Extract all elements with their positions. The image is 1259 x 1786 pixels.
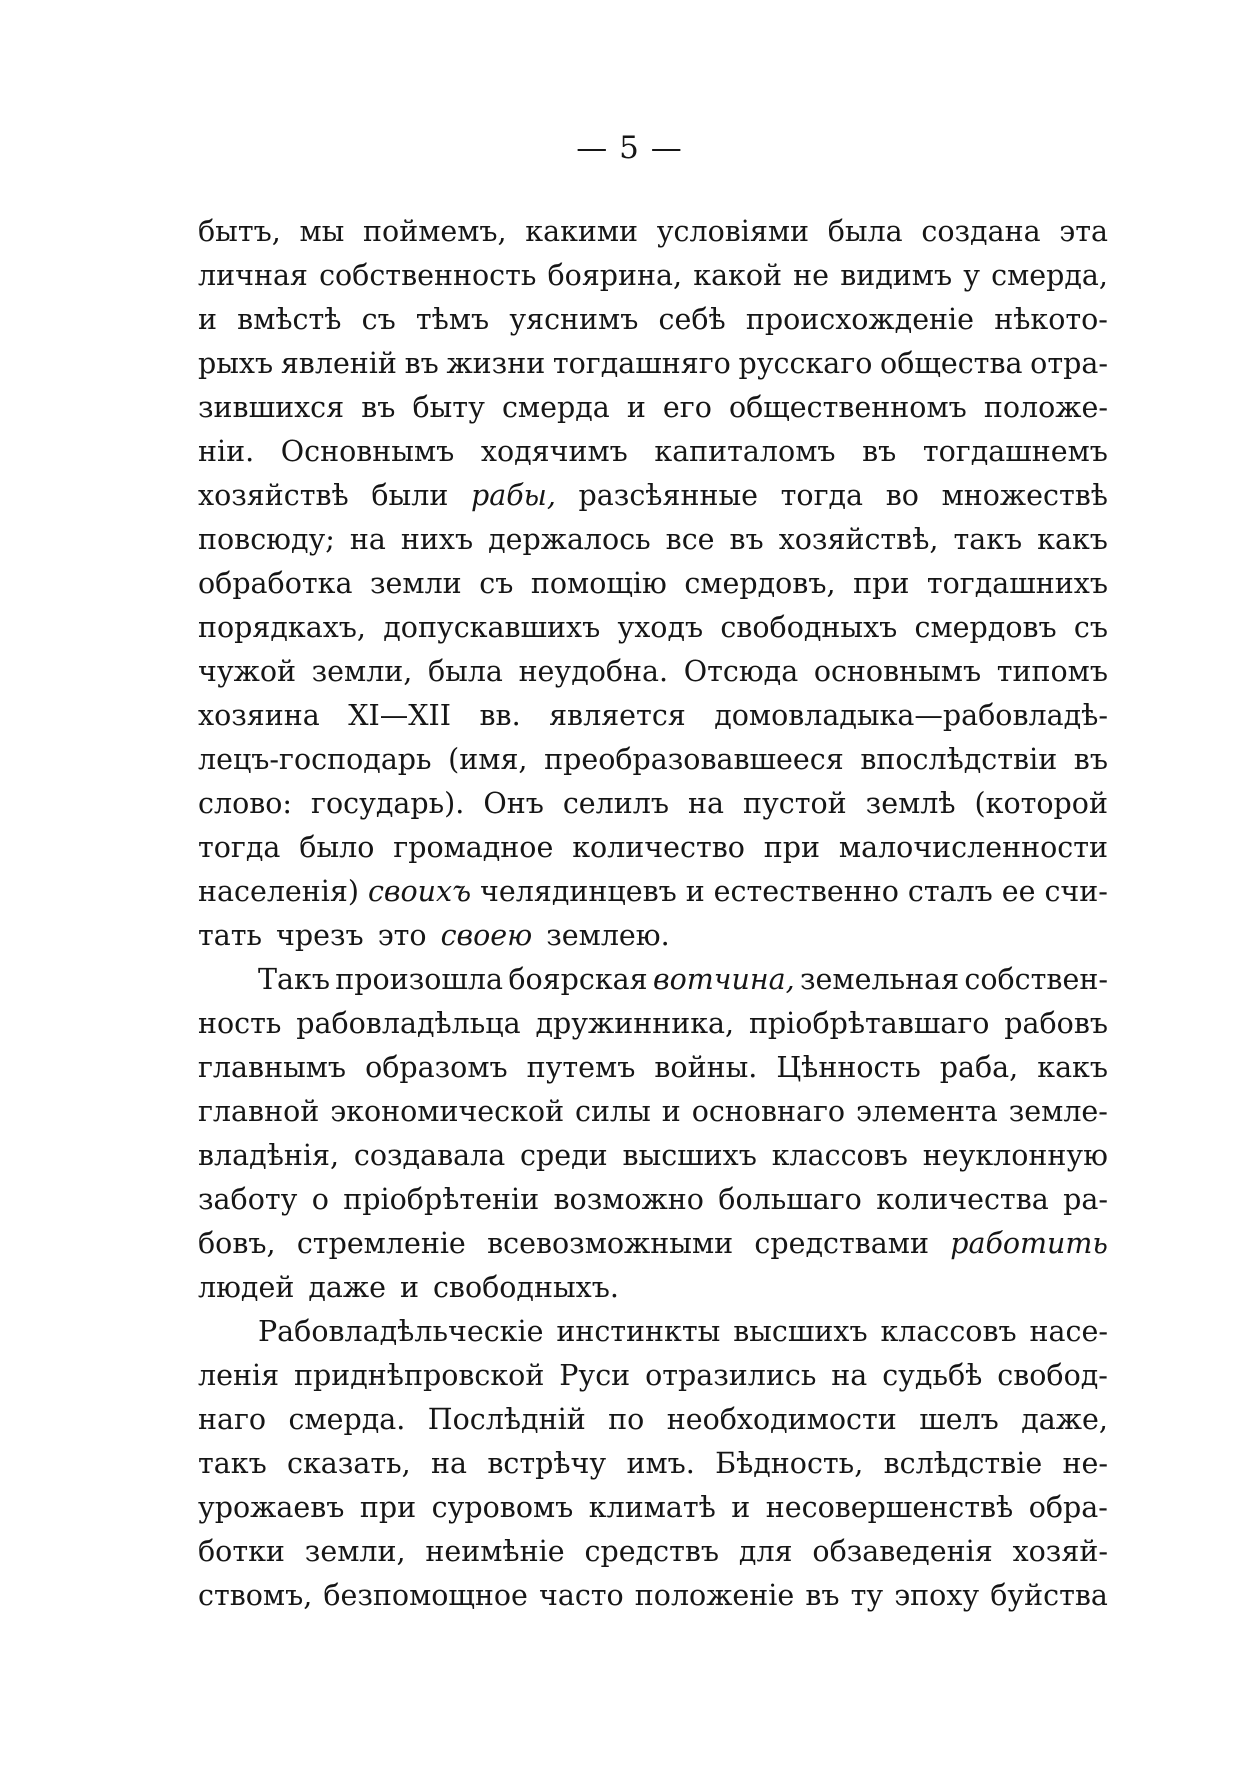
word: пріобрѣтеніи (343, 1183, 540, 1216)
word: XI—XII (348, 699, 452, 732)
word: рыхъ (198, 347, 274, 380)
word: хозяйствѣ, (778, 523, 939, 556)
word: Такъ (258, 963, 330, 996)
word: какъ (1037, 523, 1108, 556)
word: эта (1059, 215, 1108, 248)
word: судьбѣ (882, 1359, 983, 1392)
word: съ (361, 303, 396, 336)
word: (которой (974, 787, 1108, 820)
text-line (198, 430, 1108, 474)
word: громадное (393, 831, 554, 864)
word: людей (198, 1271, 295, 1304)
word: капиталомъ (654, 435, 836, 468)
word: множествѣ (941, 479, 1108, 512)
word: эпоху (894, 1579, 980, 1612)
word: жизни (446, 347, 546, 380)
word: свободныхъ. (432, 1271, 619, 1304)
italic-word: своею (440, 919, 533, 952)
word: создавала (353, 1139, 506, 1172)
word: чрезъ (276, 919, 364, 952)
word: была (827, 215, 903, 248)
text-line (198, 1574, 1108, 1618)
word: условіями (656, 215, 810, 248)
word: насе- (1029, 1315, 1108, 1348)
word: владѣнія, (198, 1139, 340, 1172)
word: уяснимъ (509, 303, 639, 336)
word: даже, (1021, 1403, 1108, 1436)
word: Бѣдность, (715, 1447, 864, 1480)
word: рабовладѣльца (296, 1007, 521, 1040)
word: произошла (335, 963, 503, 996)
word: даже (308, 1271, 386, 1304)
italic-word: вотчина, (652, 963, 795, 996)
word: Цѣнность (776, 1051, 921, 1084)
word: ленія (198, 1359, 280, 1392)
word: образомъ (365, 1051, 508, 1084)
word: тогдашнихъ (926, 567, 1108, 600)
word: были (371, 479, 449, 512)
text-line (198, 1530, 1108, 1574)
word: ее (1001, 875, 1036, 908)
text-line (198, 1354, 1108, 1398)
word: ствомъ, (198, 1579, 313, 1612)
word: на (831, 1359, 868, 1392)
word: преобразовавшееся (544, 743, 844, 776)
word: ніи. (198, 435, 255, 468)
word: съ (479, 567, 514, 600)
word: естественно (713, 875, 899, 908)
word: рабовъ (1004, 1007, 1108, 1040)
word: населенія) (198, 875, 359, 908)
word: суровомъ (431, 1491, 574, 1524)
word: тогда (198, 831, 281, 864)
word: обра- (1028, 1491, 1108, 1524)
word: тогдашняго (552, 347, 731, 380)
word: шелъ (919, 1403, 999, 1436)
page-number: — 5 — (576, 130, 683, 166)
word: повсюду; (198, 523, 335, 556)
word: государь). (311, 787, 465, 820)
word: экономической (330, 1095, 565, 1128)
word: общества (880, 347, 1023, 380)
word: его (662, 391, 712, 424)
text-line (198, 518, 1108, 562)
word: типомъ (996, 655, 1108, 688)
text-line (198, 1046, 1108, 1090)
word: съ (1073, 611, 1108, 644)
text-line (198, 1178, 1108, 1222)
word: сказать, (287, 1447, 411, 1480)
word: какими (525, 215, 639, 248)
word: явленій (280, 347, 397, 380)
word: неуклонную (922, 1139, 1108, 1172)
word: въ (1073, 743, 1108, 776)
text-line (198, 958, 1108, 1002)
word: земли, (304, 1535, 406, 1568)
word: нѣкото- (994, 303, 1108, 336)
word: классовъ (771, 1139, 908, 1172)
word: какъ (1037, 1051, 1108, 1084)
word: селилъ (562, 787, 670, 820)
word: средствъ (584, 1535, 720, 1568)
word: лецъ-господарь (198, 743, 432, 776)
word: и (685, 875, 705, 908)
word: и (661, 1095, 681, 1128)
word: себѣ (658, 303, 726, 336)
word: главной (198, 1095, 320, 1128)
word: все (665, 523, 715, 556)
word: въ (729, 523, 764, 556)
word: бытъ, (198, 215, 281, 248)
word: какой (693, 259, 783, 292)
word: среди (520, 1139, 608, 1172)
word: вв. (479, 699, 521, 732)
word: встрѣчу (487, 1447, 607, 1480)
text-line (198, 1266, 1108, 1310)
text-line (198, 914, 1108, 958)
word: Рабовладѣльческіе (258, 1315, 544, 1348)
word: необходимости (666, 1403, 897, 1436)
word: классовъ (880, 1315, 1017, 1348)
word: смерда, (991, 259, 1108, 292)
word: буйства (990, 1579, 1108, 1612)
word: при (763, 831, 821, 864)
word: заботу (198, 1183, 298, 1216)
word: стремленіе (296, 1227, 466, 1260)
text-line (198, 782, 1108, 826)
word: приднѣпровской (293, 1359, 545, 1392)
word: и (731, 1491, 751, 1524)
text-line (198, 562, 1108, 606)
word: дружинника, (535, 1007, 735, 1040)
word: смерда (501, 391, 610, 424)
text-line (198, 474, 1108, 518)
word: большаго (718, 1183, 862, 1216)
word: при (359, 1491, 417, 1524)
word: хозяйствѣ (198, 479, 349, 512)
text-line (198, 1442, 1108, 1486)
word: въ (862, 435, 897, 468)
word: Отсюда (683, 655, 799, 688)
text-line (198, 826, 1108, 870)
word: бовъ, (198, 1227, 276, 1260)
word: ходячимъ (480, 435, 628, 468)
word: земельная (800, 963, 960, 996)
text-line (198, 1486, 1108, 1530)
text-line (198, 650, 1108, 694)
word: держалось (488, 523, 651, 556)
word: хозяй- (1012, 1535, 1108, 1568)
word: свобод- (997, 1359, 1108, 1392)
word: хозяина (198, 699, 320, 732)
word: собственность (319, 259, 537, 292)
word: въ (805, 1579, 840, 1612)
word: инстинкты (556, 1315, 721, 1348)
word: тогда (780, 479, 864, 512)
word: въ (361, 391, 396, 424)
word: пріобрѣтавшаго (748, 1007, 990, 1040)
word: средствами (754, 1227, 929, 1260)
word: тогдашнемъ (922, 435, 1108, 468)
word: нихъ (400, 523, 474, 556)
word: домовладыка—рабовладѣ- (714, 699, 1108, 732)
word: количества (876, 1183, 1049, 1216)
italic-word: работить (950, 1227, 1108, 1260)
word: имъ. (626, 1447, 695, 1480)
word: высшихъ (622, 1139, 757, 1172)
text-line (198, 1310, 1108, 1354)
word: отразились (645, 1359, 817, 1392)
word: для (738, 1535, 793, 1568)
word: землею. (546, 919, 670, 952)
word: такъ (198, 1447, 267, 1480)
word: въ (404, 347, 439, 380)
word: путемъ (526, 1051, 636, 1084)
word: видимъ (840, 259, 953, 292)
text-line (198, 870, 1108, 914)
word: во (885, 479, 919, 512)
word: элемента (856, 1095, 998, 1128)
word: у (963, 259, 980, 292)
word: земли (370, 567, 462, 600)
text-line (198, 386, 1108, 430)
text-line (198, 694, 1108, 738)
word: не- (1062, 1447, 1108, 1480)
word: неимѣніе (425, 1535, 565, 1568)
word: силы (575, 1095, 651, 1128)
text-line (198, 298, 1108, 342)
word: отра- (1030, 347, 1108, 380)
word: войны. (654, 1051, 758, 1084)
word: наго (198, 1403, 267, 1436)
word: зившихся (198, 391, 345, 424)
word: всевозможными (487, 1227, 734, 1260)
word: по (608, 1403, 645, 1436)
word: и (198, 303, 217, 336)
word: обработка (198, 567, 353, 600)
word: основнаго (691, 1095, 846, 1128)
body-text (198, 210, 1108, 1618)
word: обзаведенія (812, 1535, 993, 1568)
word: на (349, 523, 386, 556)
word: не (793, 259, 830, 292)
word: поймемъ, (363, 215, 507, 248)
word: является (549, 699, 686, 732)
word: вслѣдствіе (883, 1447, 1043, 1480)
word: (имя, (448, 743, 528, 776)
word: Послѣдній (427, 1403, 586, 1436)
word: смердовъ (914, 611, 1057, 644)
word: ту (850, 1579, 884, 1612)
word: это (377, 919, 427, 952)
word: основнымъ (813, 655, 982, 688)
word: пустой (743, 787, 847, 820)
word: при (853, 567, 910, 600)
word: быту (412, 391, 485, 424)
word: помощію (530, 567, 667, 600)
text-line (198, 1002, 1108, 1046)
text-line (198, 342, 1108, 386)
text-line (198, 210, 1108, 254)
text-line (198, 738, 1108, 782)
word: тѣмъ (415, 303, 490, 336)
word: личная (198, 259, 308, 292)
text-line (198, 606, 1108, 650)
word: была (427, 655, 503, 688)
word: Основнымъ (280, 435, 455, 468)
word: создана (921, 215, 1041, 248)
word: земле- (1008, 1095, 1108, 1128)
text-line (198, 1398, 1108, 1442)
word: безпомощное (323, 1579, 528, 1612)
word: вмѣстѣ (237, 303, 342, 336)
word: сталъ (907, 875, 993, 908)
word: было (299, 831, 375, 864)
word: боярина, (547, 259, 683, 292)
word: смердовъ, (684, 567, 836, 600)
word: и (399, 1271, 419, 1304)
word: уходъ (617, 611, 704, 644)
word: такъ (953, 523, 1023, 556)
word: челядинцевъ (480, 875, 677, 908)
word: климатѣ (588, 1491, 716, 1524)
text-line (198, 254, 1108, 298)
word: свободныхъ (720, 611, 898, 644)
word: мы (299, 215, 345, 248)
word: положе- (983, 391, 1108, 424)
word: положеніе (634, 1579, 795, 1612)
word: неудобна. (518, 655, 669, 688)
italic-word: рабы, (470, 479, 556, 512)
word: порядкахъ, (198, 611, 366, 644)
word: урожаевъ (198, 1491, 345, 1524)
word: Руси (559, 1359, 631, 1392)
word: общественномъ (728, 391, 967, 424)
text-line (198, 1134, 1108, 1178)
word: часто (539, 1579, 624, 1612)
word: тать (198, 919, 263, 952)
italic-word: своихъ (367, 875, 472, 908)
word: ботки (198, 1535, 285, 1568)
word: собствен- (964, 963, 1108, 996)
word: ра- (1063, 1183, 1108, 1216)
word: малочисленности (838, 831, 1108, 864)
word: происхожденіе (745, 303, 975, 336)
word: и (626, 391, 646, 424)
word: русскаго (738, 347, 873, 380)
text-line (198, 1222, 1108, 1266)
word: раба, (939, 1051, 1019, 1084)
text-line (198, 1090, 1108, 1134)
word: разсѣянные (578, 479, 758, 512)
word: главнымъ (198, 1051, 347, 1084)
word: землѣ (865, 787, 956, 820)
word: боярская (508, 963, 648, 996)
word: высшихъ (733, 1315, 868, 1348)
word: впослѣдствіи (860, 743, 1058, 776)
word: Онъ (483, 787, 544, 820)
word: ность (198, 1007, 282, 1040)
word: счи- (1044, 875, 1108, 908)
word: количество (572, 831, 745, 864)
word: на (688, 787, 725, 820)
word: о (311, 1183, 329, 1216)
word: допускавшихъ (383, 611, 601, 644)
word: чужой (198, 655, 296, 688)
word: на (431, 1447, 467, 1480)
word: смерда. (288, 1403, 406, 1436)
word: несовершенствѣ (765, 1491, 1014, 1524)
word: слово: (198, 787, 293, 820)
word: возможно (553, 1183, 704, 1216)
word: земли, (311, 655, 413, 688)
